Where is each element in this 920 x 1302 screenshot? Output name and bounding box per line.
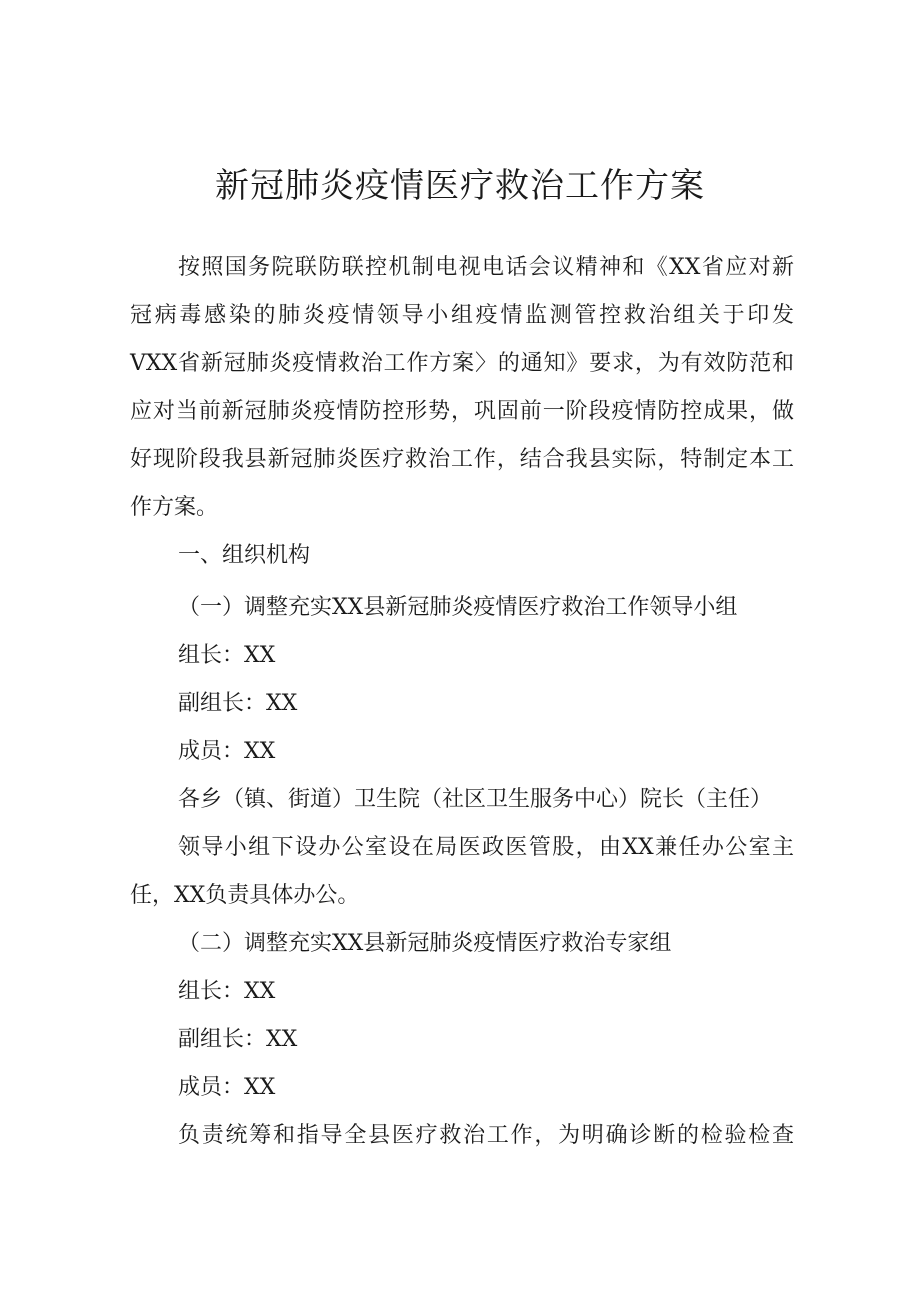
- paragraph-line: 领导小组下设办公室设在局医政医管股，由XX兼任办公室主: [178, 835, 794, 860]
- deputy-leader-line: 副组长：XX: [178, 1027, 298, 1052]
- paragraph-line: 任，XX负责具体办公。: [130, 883, 360, 908]
- paragraph-line: 负责统筹和指导全县医疗救治工作，为明确诊断的检验检查: [178, 1123, 794, 1148]
- paragraph-line: 各乡（镇、街道）卫生院（社区卫生服务中心）院长（主任）: [178, 787, 773, 812]
- subsection-heading: （二）调整充实XX县新冠肺炎疫情医疗救治专家组: [178, 931, 672, 956]
- document-title: 新冠肺炎疫情医疗救治工作方案: [215, 166, 705, 206]
- section-heading: 一、组织机构: [178, 543, 311, 568]
- paragraph-line: 按照国务院联防联控机制电视电话会议精神和《XX省应对新: [178, 255, 794, 280]
- deputy-leader-line: 副组长：XX: [178, 691, 298, 716]
- paragraph-line: 作方案。: [130, 495, 219, 520]
- leader-line: 组长：XX: [178, 643, 276, 668]
- members-line: 成员：XX: [178, 1075, 276, 1100]
- subsection-heading: （一）调整充实XX县新冠肺炎疫情医疗救治工作领导小组: [178, 595, 738, 620]
- paragraph-line: 应对当前新冠肺炎疫情防控形势，巩固前一阶段疫情防控成果，做: [130, 399, 794, 424]
- members-line: 成员：XX: [178, 739, 276, 764]
- leader-line: 组长：XX: [178, 979, 276, 1004]
- paragraph-line: 好现阶段我县新冠肺炎医疗救治工作，结合我县实际，特制定本工: [130, 447, 794, 472]
- paragraph-line: 冠病毒感染的肺炎疫情领导小组疫情监测管控救治组关于印发: [130, 303, 794, 328]
- paragraph-line: VXX省新冠肺炎疫情救治工作方案〉的通知》要求，为有效防范和: [130, 351, 794, 376]
